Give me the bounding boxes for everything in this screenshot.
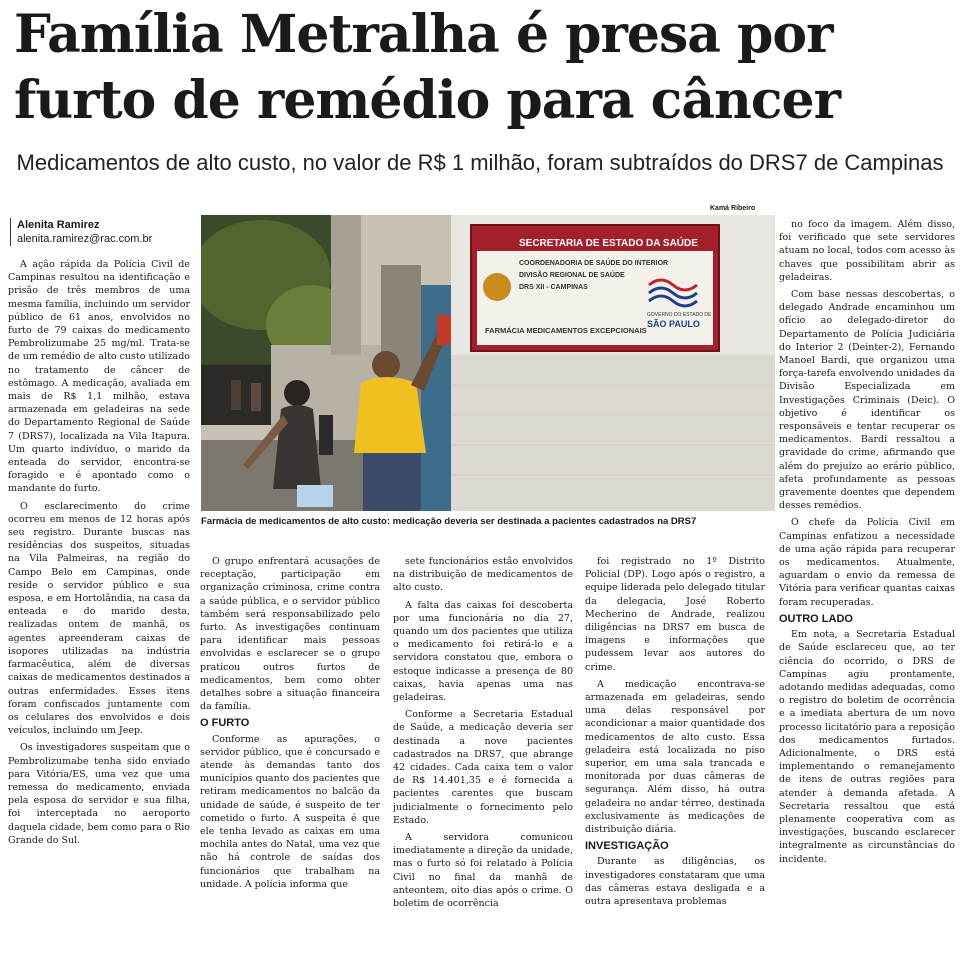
sign-logo-line-2: SÃO PAULO: [647, 319, 700, 329]
article-column-3: [393, 555, 573, 960]
paragraph: Os investigadores suspeitam que o Pembrolizumabe tenha sido enviado para Vitória/ES, uma vez que uma remessa do medicamento, enviada pela esposa do servidor e sua filha, foi interceptada no aeroporto daquela cidade, bem como para o Rio Grande do Sul.: [8, 742, 190, 846]
paragraph: Conforme as apurações, o servidor público, que é concursado e atende às demandas tanto dos municípios quanto dos pacientes que retiram medicamentos no balcão da unidade de saúde, é suspeito de ter cometido o furto. A suspeita é que ele tenha levado as caixas em uma mochila antes do Natal, uma vez que não há controle de saídas dos funcionários que trabalham na unidade. A polícia informa que: [200, 733, 380, 890]
headline-line-1: Família Metralha é presa por: [14, 4, 833, 65]
news-photo: [201, 215, 775, 511]
sign-logo-line-1: GOVERNO DO ESTADO DE: [647, 312, 712, 318]
sign-line-3: DIVISÃO REGIONAL DE SAÚDE: [519, 272, 625, 279]
section-heading-outro-lado: OUTRO LADO: [779, 612, 853, 625]
headline: [14, 2, 950, 134]
paragraph: no foco da imagem. Além disso, foi verificado que sete servidores atuam no local, todos com acesso às chaves que possibilitam abrir as geladeiras.: [779, 219, 955, 283]
byline: [10, 218, 197, 246]
section-heading-furto: O FURTO: [200, 717, 250, 730]
paragraph: foi registrado no 1º Distrito Policial (DP). Logo após o registro, a equipe liderada pelo delegado titular da delegacia, José Roberto Mecherino de Andrade, realizou diligências na DRS7 em busca de imagens e informações que pudessem levar aos autores do crime.: [585, 556, 765, 673]
paragraph: Em nota, a Secretaria Estadual de Saúde esclareceu que, ao ter ciência do ocorrido, o DRS de Campinas agiu prontamente, adotando medidas adequadas, como o registro do boletim de ocorrência e a imediata abertura de um novo processo licitatório para a reposição dos medicamentos furtados. Adicionalmente, o DRS está implementando o remanejamento de itens de outras regiões para atender à demanda afetada. A Secretaria ressaltou que está plenamente cooperativa com as investigações, buscando esclarecer integralmente as circunstâncias do incidente.: [779, 629, 955, 865]
pharmacy-sign: [471, 225, 719, 351]
paragraph: Com base nessas descobertas, o delegado Andrade encaminhou um ofício ao delegado-diretor do Departamento de Polícia Judiciária do Interior 2 (Deinter-2), Fernando Manoel Bardi, que organizou uma força-tarefa envolvendo unidades da Divisão Especializada em Investigações Criminais (Deic). O objetivo é identificar os responsáveis e tentar recuperar os medicamentos. Bardi ressaltou a gravidade do crime, afirmando que além do prejuízo ao erário público, afeta profundamente as pessoas gravemente doentes que dependem desses remédios.: [779, 289, 955, 512]
paragraph: sete funcionários estão envolvidos na distribuição de medicamentos de alto custo.: [393, 556, 573, 594]
coat-of-arms-icon: [483, 273, 511, 301]
article-column-2: [200, 555, 380, 960]
paragraph: O chefe da Polícia Civil em Campinas enfatizou a necessidade de uma ação rápida para recuperar os medicamentos. Atualmente, aguardam o envio da remessa de Vitória para verificar quantas caixas foram recuperadas.: [779, 517, 955, 608]
paragraph: O grupo enfrentará acusações de receptação, participação em organização criminosa, crime contra a saúde pública, e o servidor público também será responsabilizado pelo furto. As investigações continuam para identificar mais pessoas envolvidas e esclarecer se o grupo praticou outros furtos de medicamentos, bem como obter detalhes sobre a situação financeira da família.: [200, 556, 380, 713]
sign-line-4: DRS XII - CAMPINAS: [519, 284, 588, 291]
paragraph: A medicação encontrava-se armazenada em geladeiras, sendo uma delas responsável por acondicionar a maior quantidade dos medicamentos de alto custo. Essa geladeira está localizada no piso superior, em uma sala trancada e monitorada por duas câmeras de segurança. Além disso, há outra geladeira no andar térreo, destinada exclusivamente às medicações de distribuição diária.: [585, 678, 765, 836]
paragraph: A falta das caixas foi descoberta por uma funcionária no dia 27, quando um dos pacientes que utiliza o medicamento foi retirá-lo e a servidora constatou que, embora o estoque indicasse a presença de 80 caixas, havia apenas uma nas geladeiras.: [393, 599, 573, 704]
subheadline: Medicamentos de alto custo, no valor de R$ 1 milhão, foram subtraídos do DRS7 de Campinas: [16, 150, 944, 175]
sign-line-5: FARMÁCIA MEDICAMENTOS EXCEPCIONAIS: [485, 326, 647, 335]
photo-credit: Kamá Ribeiro: [710, 205, 756, 212]
article-column-5: [779, 218, 955, 960]
paragraph: A servidora comunicou imediatamente a direção da unidade, mas o furto só foi relatado à Polícia Civil no final da manhã de anteontem, oito dias após o crime. O boletim de ocorrência: [393, 832, 573, 910]
headline-line-2: furto de remédio para câncer: [14, 70, 840, 131]
sign-line-2: COORDENADORIA DE SAÚDE DO INTERIOR: [519, 260, 669, 267]
paragraph: A ação rápida da Polícia Civil de Campinas resultou na identificação e prisão de três membros de uma mesma família, incluindo um servidor público de 61 anos, envolvidos no furto de 79 caixas do medicamento Pembrolizumabe 25 mg/ml. Trata-se de um remédio de alto custo utilizado no tratamento de câncer de estômago. A medicação, avaliada em mais de R$ 1,1 milhão, estava armazenada em geladeiras na sede do Departamento Regional de Saúde 7 (DRS7), localizada na Vila Itapura. Um quarto indivíduo, o marido da enteada do servidor, encontra-se foragido e é apontado como o mandante do furto.: [8, 259, 190, 495]
article-column-4: [585, 555, 765, 960]
photo-caption: Farmácia de medicamentos de alto custo: medicação deveria ser destinada a pacientes cadastrados na DRS7: [201, 516, 697, 527]
paragraph: O esclarecimento do crime ocorreu em menos de 12 horas após seu registro. Durante buscas nas residências dos suspeitos, situadas na Vila Palmeiras, na região do Campo Belo em Campinas, onde reside o servidor público e sua esposa, e em Hortolândia, na casa da enteada e do marido desta, realizadas ontem de manhã, os agentes apreenderam caixas de isopores utilizadas na indústria farmacêutica, além de diversas caixas de medicamentos destinados a outras enfermidades. Esses itens foram confiscados juntamente com os celulares dos envolvidos e dois veículos, incluindo um Jeep.: [8, 500, 190, 737]
section-heading-investigacao: INVESTIGAÇÃO: [585, 840, 669, 853]
article-column-1: [8, 258, 190, 958]
paragraph: Conforme a Secretaria Estadual de Saúde, a medicação deveria ser destinada a nove pacientes cadastrados na DRS7, que abrange 42 cidades. Cada caixa tem o valor de R$ 14.401,35 e é fornecida a pacientes carentes que buscam judicialmente o fornecimento pelo Estado.: [393, 709, 573, 826]
photo-scene: [201, 215, 775, 511]
author-email: alenita.ramirez@rac.com.br: [17, 233, 153, 245]
author-name: Alenita Ramirez: [17, 219, 100, 231]
paragraph: Durante as diligências, os investigadores constataram que uma das câmeras estava desligada e a outra apresentava problemas: [585, 856, 765, 908]
sign-line-1: SECRETARIA DE ESTADO DA SAÚDE: [519, 238, 698, 249]
